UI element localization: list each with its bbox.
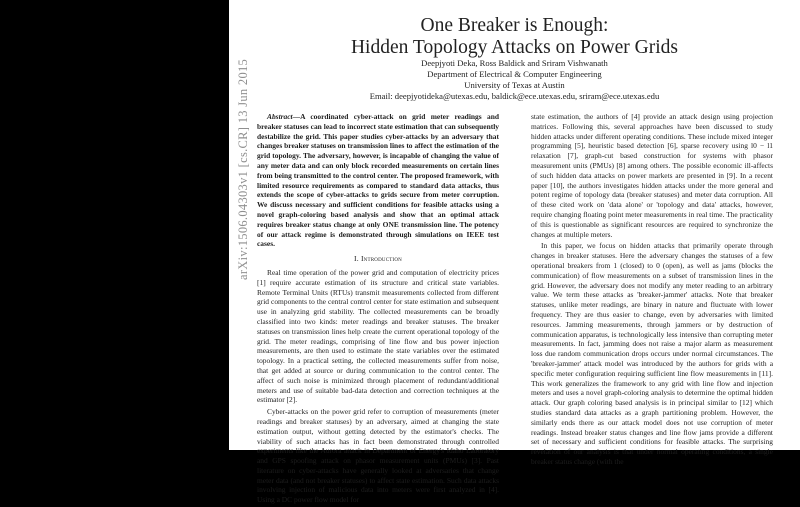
author-list: Deepjyoti Deka, Ross Baldick and Sriram Vishwanath	[421, 58, 608, 68]
right-column	[531, 112, 773, 469]
paper-title-line-2: Hidden Topology Attacks on Power Grids	[350, 37, 679, 58]
university: University of Texas at Austin	[464, 80, 565, 90]
abstract-label: Abstract	[267, 112, 293, 121]
right-paragraph-1: state estimation, the authors of [4] provide an attack design using projection matrices. Following this, several approaches have been discussed to study hidden attacks under different operating conditions. These include mixed integer programming [5], heuristic based detection [6], sparse recovery using l0 − l1 relaxation [7], graph-cut based construction for systems with phasor measurement units (PMUs) [8] among others. The possible economic ill-affects of such hidden data attacks on power markets are presented in [9]. In a recent paper [10], the authors investigates hidden attacks under the more general and potent regime of topology data (breaker statuses) and meter data corruption. All of these cited work on 'data alone' or 'topology and data' attacks, however, require changing floating point meter measurements in real time. The practicality of this is questionable as significant resources are required to synchronize the changes at multiple meters.	[531, 112, 773, 239]
department: Department of Electrical & Computer Engineering	[427, 69, 602, 79]
paper-page	[229, 0, 800, 505]
intro-paragraph-2: Cyber-attacks on the power grid refer to corruption of measurements (meter readings and breaker statuses) by an adversary, aimed at changing the state estimation output, without getting detected by the estimator's checks. The viability of such attacks has in fact been demonstrated through controlled experiments like the Aurora attack in Department of Energy's Idaho Laboratory and GPS spoofing attack on phasor measurement units (PMUs) [3]. Past literature on cyber-attacks have generally looked at adversaries that change meter data (and not breaker statuses) to affect state estimation. Such data attacks involving injection of malicious data into meters were first analyzed in [4]. Using a DC power flow model for	[257, 407, 499, 505]
right-paragraph-2: In this paper, we focus on hidden attacks that primarily operate through changes in breaker statuses. Here the adversary changes the statuses of a few operational breakers from 1 (closed) to 0 (open), as well as jams (blocks the communication) of flow measurements on a subset of transmission lines in the grid. However, the adversary does not modify any meter reading to an arbitrary value. We term these attacks as 'breaker-jammer' attacks. Note that breaker statuses, unlike meter readings, are binary in nature and fluctuate with lower frequency. They are thus easier to change, even by adversaries with limited resources. Jamming measurements, through jammers or by destruction of communication apparatus, is technologically less intensive than corrupting meter measurements. In fact, jamming does not raise a major alarm as measurement loss due random communication drops occurs under normal circumstances. The 'breaker-jammer' attack model was introduced by the authors for grids with a specific meter configuration requiring sufficient line flow measurements in [11]. This work generalizes the framework to any grid with line flow and injection meters and uses a novel graph-coloring analysis to determine the optimal hidden attack. Our graph coloring based analysis is in principal similar to [12] which studies standard data attacks as a graph partitioning problem. However, the similarly ends there as our attack model does not use corruption of meter readings. Instead breaker status changes and line flow jams provide a different set of necessary and sufficient conditions for feasible attacks. The surprising revelation of our analysis is that under normal operating conditions, a single breaker status change (with the	[531, 241, 773, 466]
abstract-text: —A coordinated cyber-attack on grid meter readings and breaker statuses can lead to incorrect state estimation that can subsequently destabilize the grid. This paper studies cyber-attacks by an adversary that changes breaker statuses on transmission lines to affect the estimation of the grid topology. The adversary, however, is incapable of changing the value of any meter data and can only block recorded measurements on certain lines from being transmitted to the control center. The proposed framework, with limited resource requirements as compared to standard data attacks, thus extends the scope of cyber-attacks to grids secure from meter corruption. We discuss necessary and sufficient conditions for feasible attacks using a novel graph-coloring based analysis and show that an optimal attack requires breaker status change at only ONE transmission line. The potency of our attack regime is demonstrated through simulations on IEEE test cases.	[257, 112, 499, 249]
intro-paragraph-1: Real time operation of the power grid and computation of electricity prices [1] require accurate estimation of its structure and critical state variables. Remote Terminal Units (RTUs) transmit measurements collected from different grid components to the central control center for state estimation and subsequent use in analyzing grid stability. The collected measurements can be broadly classified into two kinds: meter readings and breaker statuses. The breaker statuses on transmission lines help create the current operational topology of the grid. The meter readings, comprising of line flow and bus power injection measurements, are then used to estimate the state variables over the estimated topology. In a practical setting, the collected measurements suffer from noise, that get added at source or during communication to the control center. The affect of such noise is minimized through placement of redundant/additional meters and use of suitable bad-data detection and correction techniques at the estimator [2].	[257, 267, 499, 405]
paper-title-line-1: One Breaker is Enough:	[420, 15, 609, 36]
author-emails: Email: deepjyotideka@utexas.edu, baldick@ece.utexas.edu, sriram@ece.utexas.edu	[369, 91, 660, 101]
section-heading-introduction: I. Introduction	[354, 254, 402, 264]
left-column	[257, 112, 499, 507]
abstract	[257, 112, 499, 249]
arxiv-identifier: arXiv:1506.04303v1 [cs.CR] 13 Jun 2015	[236, 58, 250, 280]
